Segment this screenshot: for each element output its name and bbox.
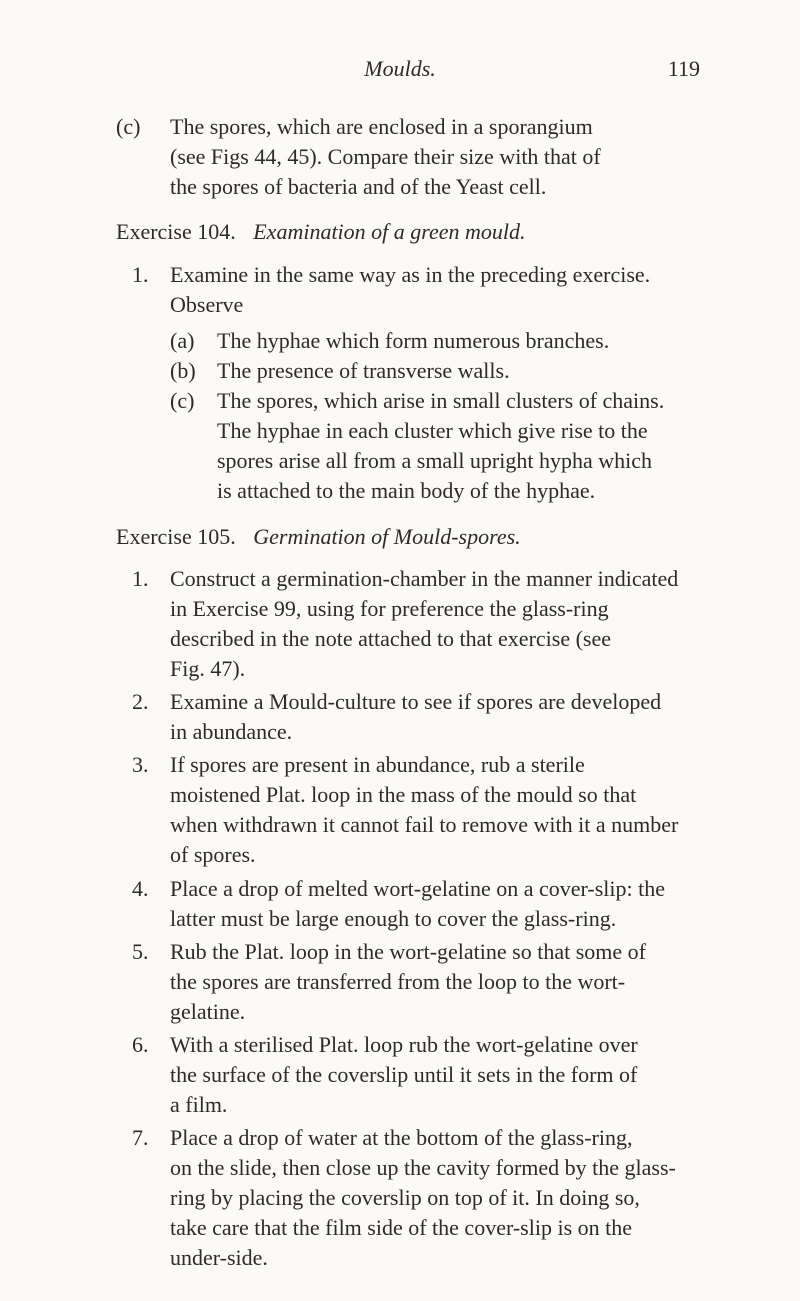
text-line: the surface of the coverslip until it sets in the form of [170, 1062, 638, 1087]
text-line: spores arise all from a small upright hypha which [217, 448, 653, 473]
page-number: 119 [667, 56, 700, 81]
text-line: The spores, which are enclosed in a sporangium [170, 114, 593, 139]
text-line: in abundance. [170, 719, 293, 744]
text-line: If spores are present in abundance, rub a sterile [170, 752, 585, 777]
exercise-105-label: Exercise 105. [116, 524, 236, 549]
observation-label: (c) [170, 388, 195, 413]
text-line: is attached to the main body of the hyphae. [217, 478, 596, 503]
running-title: Moulds. [364, 56, 436, 81]
text-line: The spores, which arise in small clusters of chains. [217, 388, 665, 413]
step-number: 1. [132, 262, 149, 287]
observation-label: (b) [170, 358, 196, 383]
text-line: Examine in the same way as in the preceding exercise. [170, 262, 651, 287]
step-number: 3. [132, 752, 149, 777]
exercise-104-label: Exercise 104. [116, 219, 236, 244]
text-line: under-side. [170, 1245, 268, 1270]
text-line: a film. [170, 1092, 228, 1117]
text-line: Rub the Plat. loop in the wort-gelatine so that some of [170, 939, 646, 964]
text-line: Construct a germination-chamber in the manner indicated [170, 566, 679, 591]
text-line: on the slide, then close up the cavity formed by the glass- [170, 1155, 676, 1180]
text-line: Place a drop of melted wort-gelatine on a cover-slip: the [170, 876, 665, 901]
step-number: 6. [132, 1032, 149, 1057]
text-line: the spores are transferred from the loop to the wort- [170, 969, 626, 994]
text-line: gelatine. [170, 999, 246, 1024]
exercise-104-heading [116, 217, 526, 247]
step-number: 7. [132, 1125, 149, 1150]
text-line: of spores. [170, 842, 256, 867]
text-line: when withdrawn it cannot fail to remove with it a number [170, 812, 679, 837]
exercise-104-title: Examination of a green mould. [253, 219, 526, 244]
text-line: moistened Plat. loop in the mass of the mould so that [170, 782, 637, 807]
exercise-105-title: Germination of Mould-spores. [253, 524, 521, 549]
text-line: latter must be large enough to cover the glass-ring. [170, 906, 617, 931]
text-line: ring by placing the coverslip on top of it. In doing so, [170, 1185, 640, 1210]
step-number: 4. [132, 876, 149, 901]
text-line: the spores of bacteria and of the Yeast cell. [170, 174, 547, 199]
intro-item-label: (c) [116, 114, 141, 139]
step-number: 5. [132, 939, 149, 964]
text-line: take care that the film side of the cover-slip is on the [170, 1215, 633, 1240]
observation-label: (a) [170, 328, 195, 353]
text-line: Observe [170, 292, 244, 317]
text-line: The hyphae in each cluster which give rise to the [217, 418, 648, 443]
text-line: Examine a Mould-culture to see if spores are developed [170, 689, 662, 714]
step-number: 1. [132, 566, 149, 591]
page-header [100, 50, 700, 90]
exercise-105-heading [116, 522, 521, 552]
text-line: (see Figs 44, 45). Compare their size with that of [170, 144, 601, 169]
text-line: The hyphae which form numerous branches. [217, 328, 610, 353]
step-number: 2. [132, 689, 149, 714]
text-line: Place a drop of water at the bottom of the glass-ring, [170, 1125, 633, 1150]
text-line: described in the note attached to that exercise (see [170, 626, 612, 651]
text-line: in Exercise 99, using for preference the glass-ring [170, 596, 609, 621]
text-line: Fig. 47). [170, 656, 246, 681]
text-line: The presence of transverse walls. [217, 358, 510, 383]
text-line: With a sterilised Plat. loop rub the wort-gelatine over [170, 1032, 638, 1057]
